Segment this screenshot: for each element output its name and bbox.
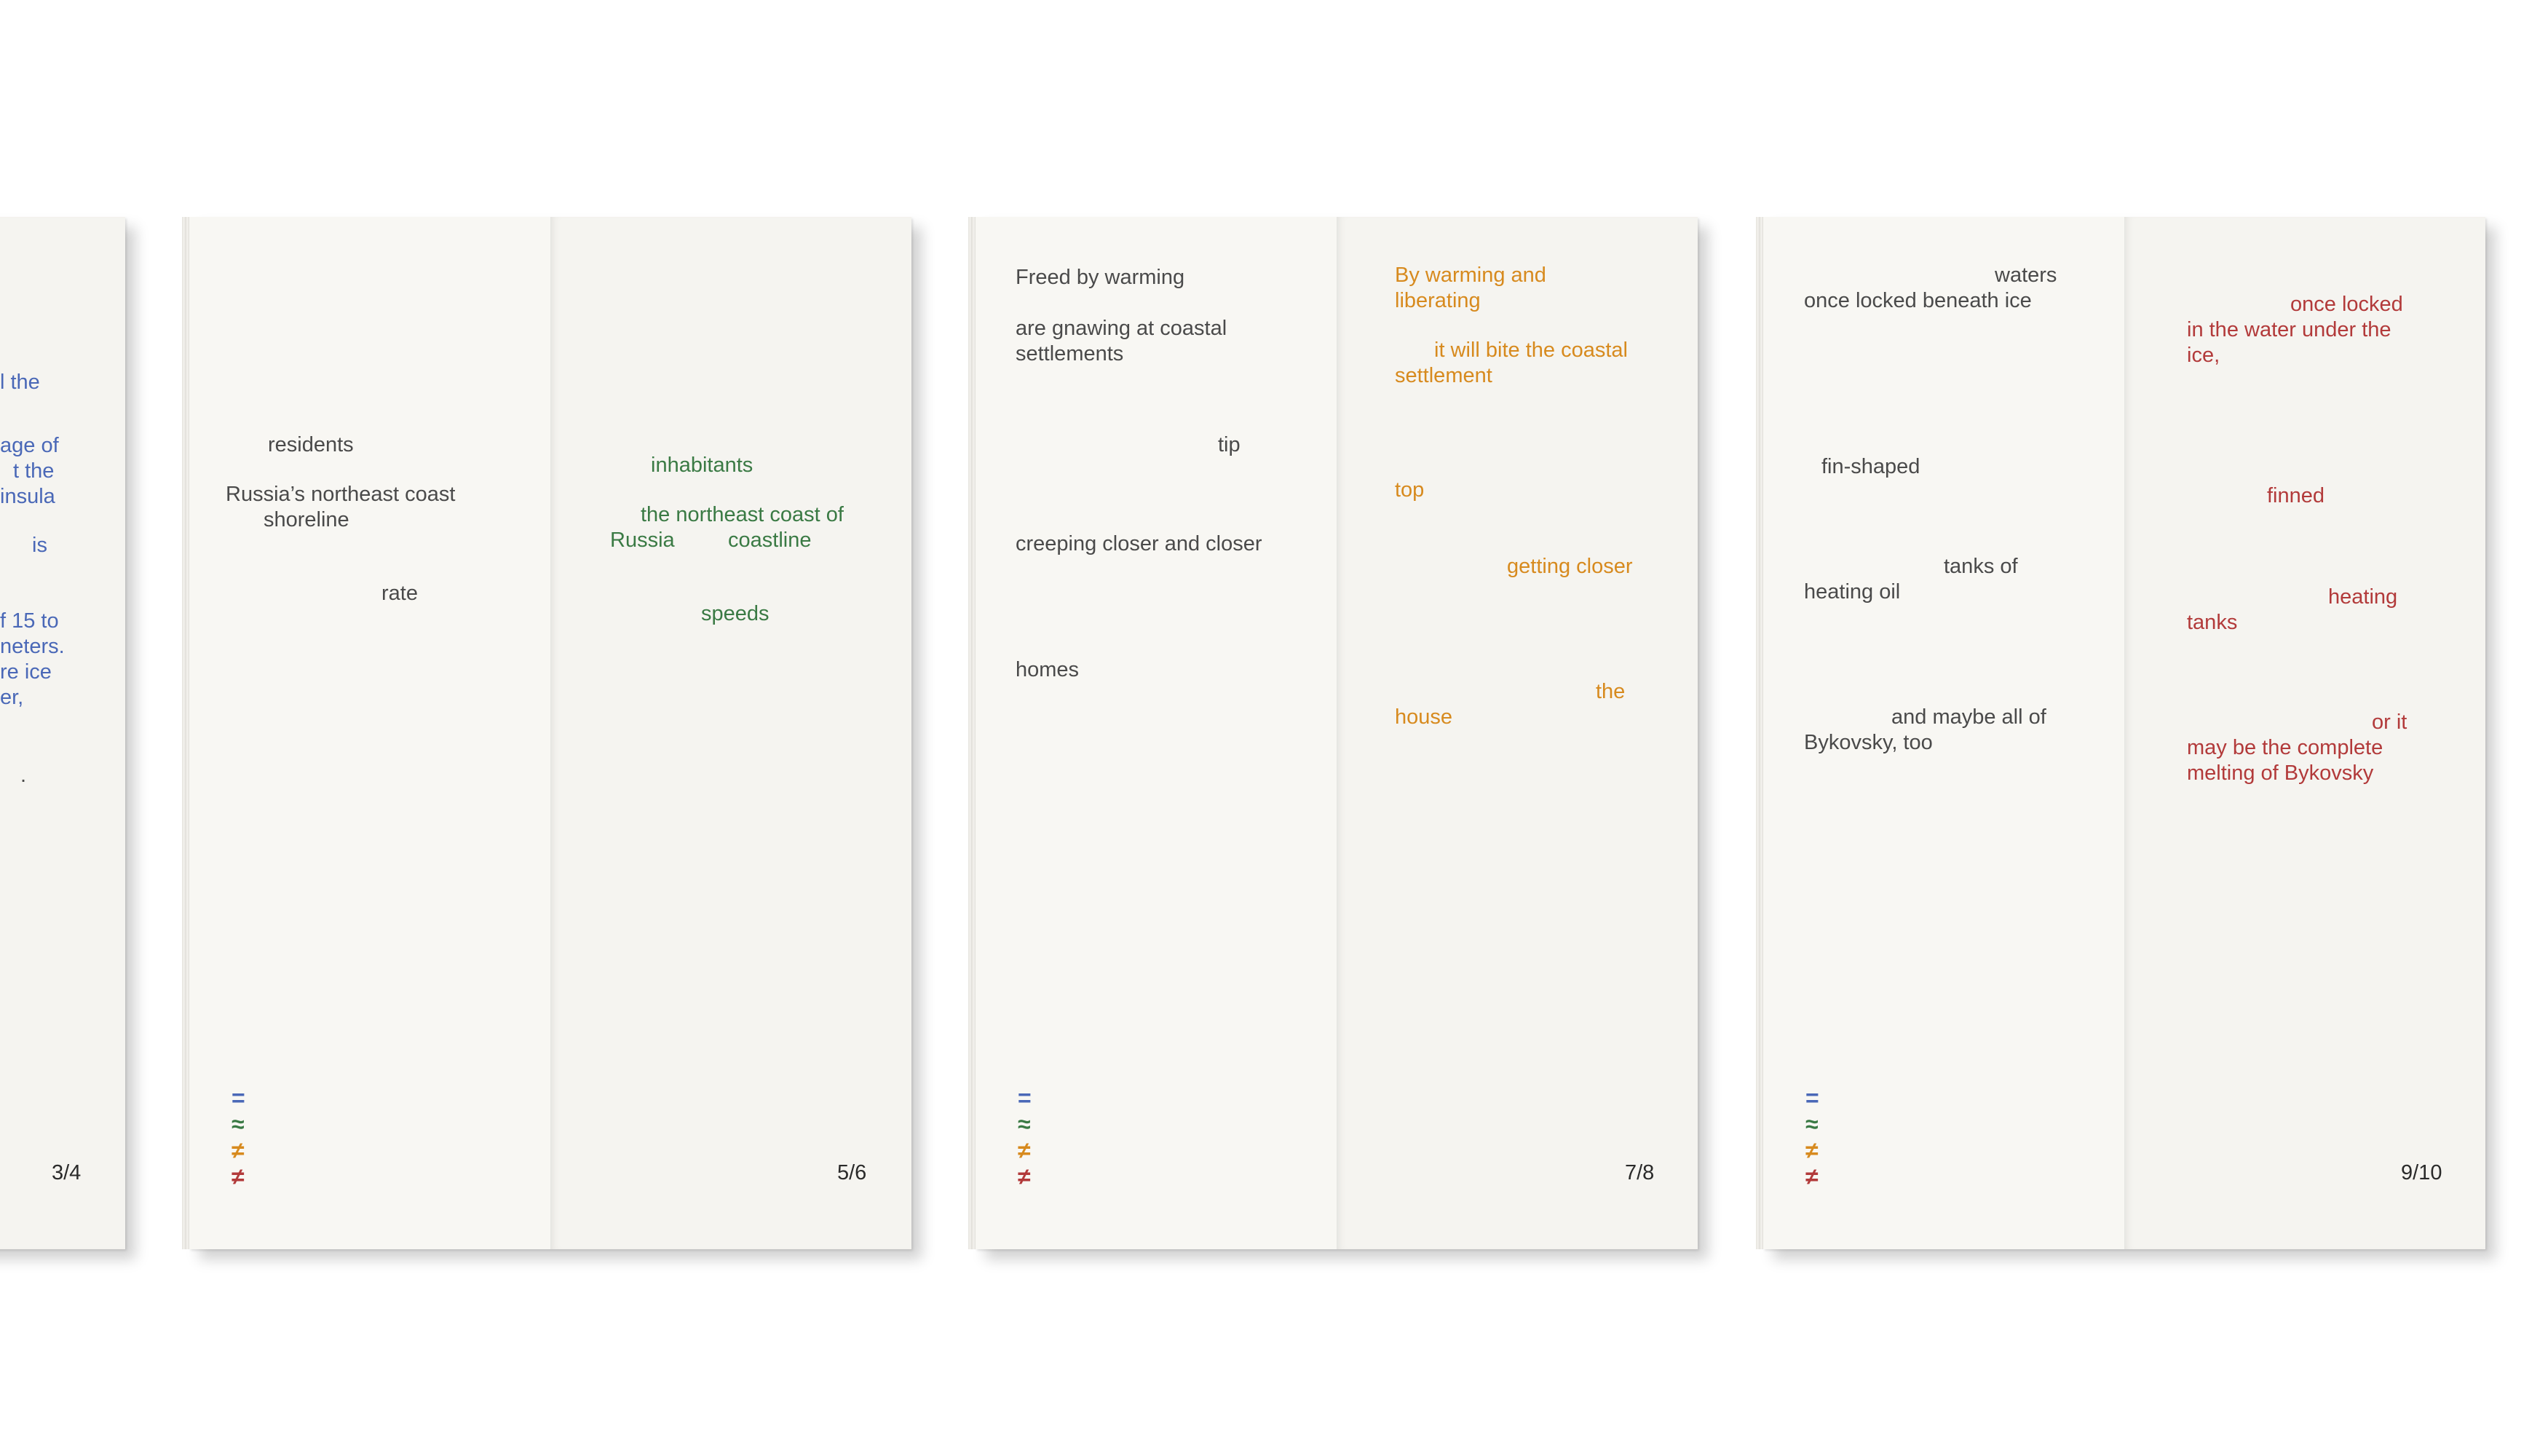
text-fragment: inhabitants [651,454,753,477]
text-fragment: er, [0,686,24,709]
text-fragment: liberating [1395,289,1481,312]
booklet-page-4 [0,217,125,1249]
text-fragment: are gnawing at coastal [1016,317,1227,340]
text-fragment: the [1596,680,1626,703]
text-fragment: By warming and [1395,264,1546,287]
booklet-page-6 [550,217,911,1249]
text-fragment: Bykovsky, too [1804,731,1933,754]
legend-symbol-approx: ≈ [232,1111,245,1137]
page-number: 9/10 [2401,1161,2442,1184]
text-fragment: heating [2328,585,2398,609]
text-fragment: rate [381,582,418,605]
text-fragment: heating oil [1804,580,1901,604]
booklet-page-10 [2124,217,2485,1249]
color-legend [1018,1085,1032,1190]
text-fragment: coastline [728,529,812,552]
legend-symbol-not-equal: ≠ [232,1163,245,1190]
text-fragment: and maybe all of [1891,705,2046,729]
text-fragment: once locked beneath ice [1804,289,2032,312]
text-fragment: melting of Bykovsky [2187,761,2374,785]
text-fragment: once locked [2290,293,2403,316]
legend-symbol-not-equal: ≠ [1805,1163,1819,1190]
legend-symbol-not-equal: ≠ [232,1137,245,1163]
text-fragment: getting closer [1507,555,1633,578]
booklet-spread-7-8 [976,217,1698,1249]
text-fragment: ice, [2187,344,2220,367]
booklet-spread-3-4 [0,217,125,1249]
booklet-page-9 [1763,217,2124,1249]
text-fragment: tanks of [1944,555,2018,578]
page-number: 3/4 [52,1161,82,1184]
text-fragment: t the [13,459,55,483]
text-fragment: Russia’s northeast coast [226,483,456,506]
text-fragment: waters [1995,264,2057,287]
text-fragment: l the [0,371,40,394]
text-fragment: settlements [1016,342,1124,365]
booklet-page-8 [1337,217,1698,1249]
legend-symbol-not-equal: ≠ [1805,1137,1819,1163]
text-fragment: is [32,534,47,557]
booklet-spread-9-10 [1763,217,2485,1249]
text-fragment: shoreline [264,508,349,531]
page-number: 7/8 [1625,1161,1655,1184]
legend-symbol-equal: = [232,1085,245,1111]
text-fragment: top [1395,478,1425,502]
color-legend [1805,1085,1819,1190]
legend-symbol-not-equal: ≠ [1018,1163,1031,1190]
text-fragment: homes [1016,658,1080,681]
text-fragment: tip [1218,433,1241,456]
text-fragment: Freed by warming [1016,266,1185,289]
text-fragment: Russia [610,529,675,552]
text-fragment: may be the complete [2187,736,2383,759]
legend-symbol-not-equal: ≠ [1018,1137,1031,1163]
legend-symbol-equal: = [1805,1085,1819,1111]
legend-symbol-approx: ≈ [1018,1111,1031,1137]
text-fragment: the northeast coast of [641,503,844,526]
text-fragment: insula [0,485,55,508]
text-fragment: finned [2267,484,2325,507]
text-fragment: . [20,764,27,787]
text-fragment: or it [2372,711,2407,734]
legend-symbol-approx: ≈ [1805,1111,1819,1137]
booklet-page-5 [189,217,550,1249]
text-fragment: speeds [701,602,769,625]
text-fragment: neters. [0,635,65,658]
text-fragment: re ice [0,660,52,684]
text-fragment: residents [268,433,354,456]
text-fragment: settlement [1395,364,1492,387]
booklet-spread-5-6 [189,217,911,1249]
page-number: 5/6 [837,1161,867,1184]
booklet-page-7 [976,217,1337,1249]
text-fragment: it will bite the coastal [1434,339,1628,362]
text-fragment: f 15 to [0,609,59,633]
text-fragment: tanks [2187,611,2238,634]
text-fragment: in the water under the [2187,318,2391,341]
text-fragment: house [1395,705,1453,729]
text-fragment: creeping closer and closer [1016,532,1262,555]
text-fragment: age of [0,434,59,457]
text-fragment: fin-shaped [1821,455,1920,478]
legend-symbol-equal: = [1018,1085,1032,1111]
color-legend [232,1085,245,1190]
